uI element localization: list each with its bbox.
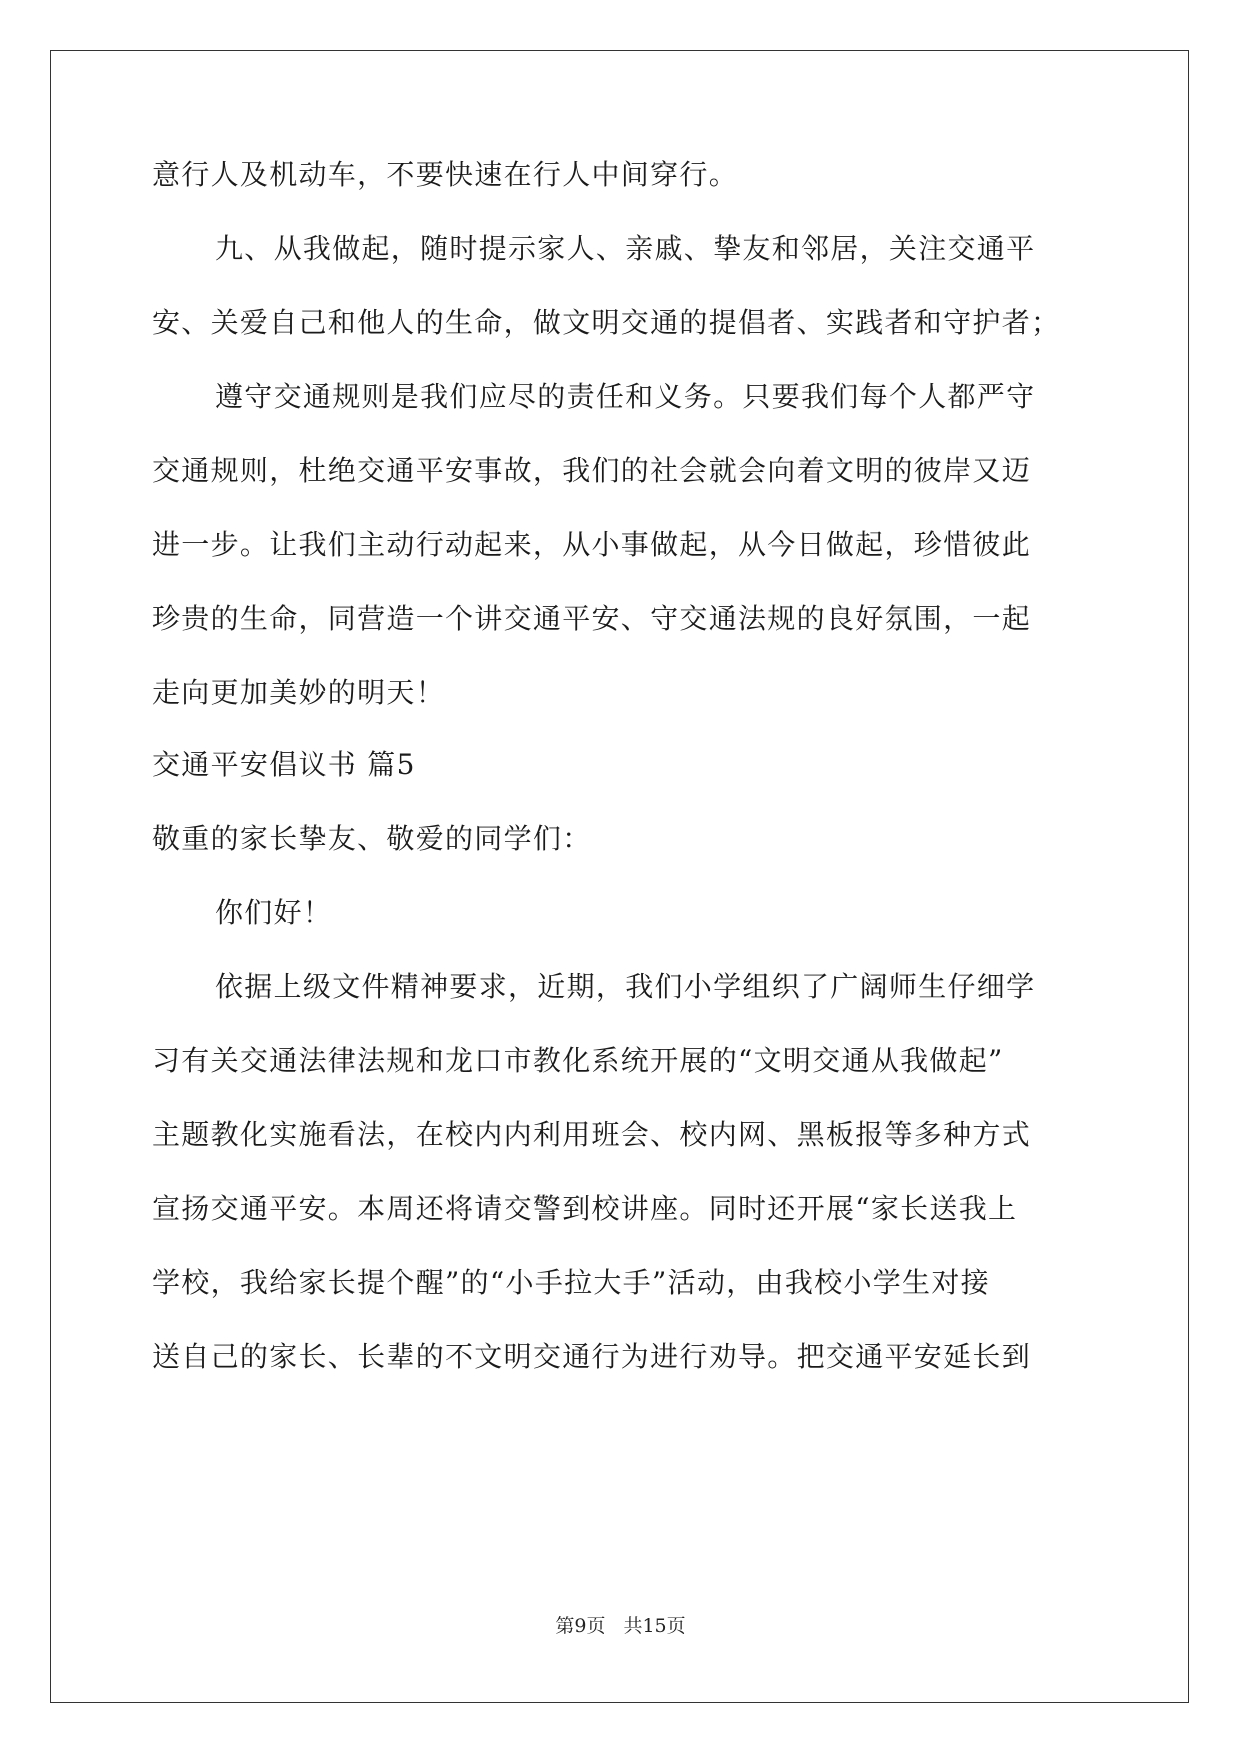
paragraph-first-line: 九、从我做起，随时提示家人、亲戚、挚友和邻居，关注交通平 — [215, 232, 1036, 265]
paragraph-first-line: 遵守交通规则是我们应尽的责任和义务。只要我们每个人都严守 — [215, 380, 1036, 413]
text-line: 送自己的家长、长辈的不文明交通行为进行劝导。把交通平安延长到 — [152, 1340, 1032, 1373]
text-line: 学校，我给家长提个醒”的“小手拉大手”活动，由我校小学生对接 — [152, 1266, 990, 1299]
text-line: 意行人及机动车，不要快速在行人中间穿行。 — [152, 158, 739, 191]
page-number: 第9页 — [555, 1615, 606, 1637]
text-line: 交通规则，杜绝交通平安事故，我们的社会就会向着文明的彼岸又迈 — [152, 454, 1032, 487]
text-line: 习有关交通法律法规和龙口市教化系统开展的“文明交通从我做起” — [152, 1044, 1004, 1077]
page-total: 共15页 — [623, 1615, 686, 1637]
page-border — [50, 50, 1189, 1703]
greeting: 你们好！ — [215, 896, 333, 929]
text-line: 珍贵的生命，同营造一个讲交通平安、守交通法规的良好氛围，一起 — [152, 602, 1032, 635]
text-line: 主题教化实施看法，在校内内利用班会、校内网、黑板报等多种方式 — [152, 1118, 1032, 1151]
page-footer — [0, 1614, 1241, 1638]
text-line: 进一步。让我们主动行动起来，从小事做起，从今日做起，珍惜彼此 — [152, 528, 1032, 561]
text-line: 宣扬交通平安。本周还将请交警到校讲座。同时还开展“家长送我上 — [152, 1192, 1018, 1225]
text-line: 走向更加美妙的明天！ — [152, 676, 446, 709]
section-heading: 交通平安倡议书 篇5 — [152, 748, 416, 781]
salutation: 敬重的家长挚友、敬爱的同学们： — [152, 822, 592, 855]
text-line: 安、关爱自己和他人的生命，做文明交通的提倡者、实践者和守护者； — [152, 306, 1061, 339]
paragraph-first-line: 依据上级文件精神要求，近期，我们小学组织了广阔师生仔细学 — [215, 970, 1036, 1003]
